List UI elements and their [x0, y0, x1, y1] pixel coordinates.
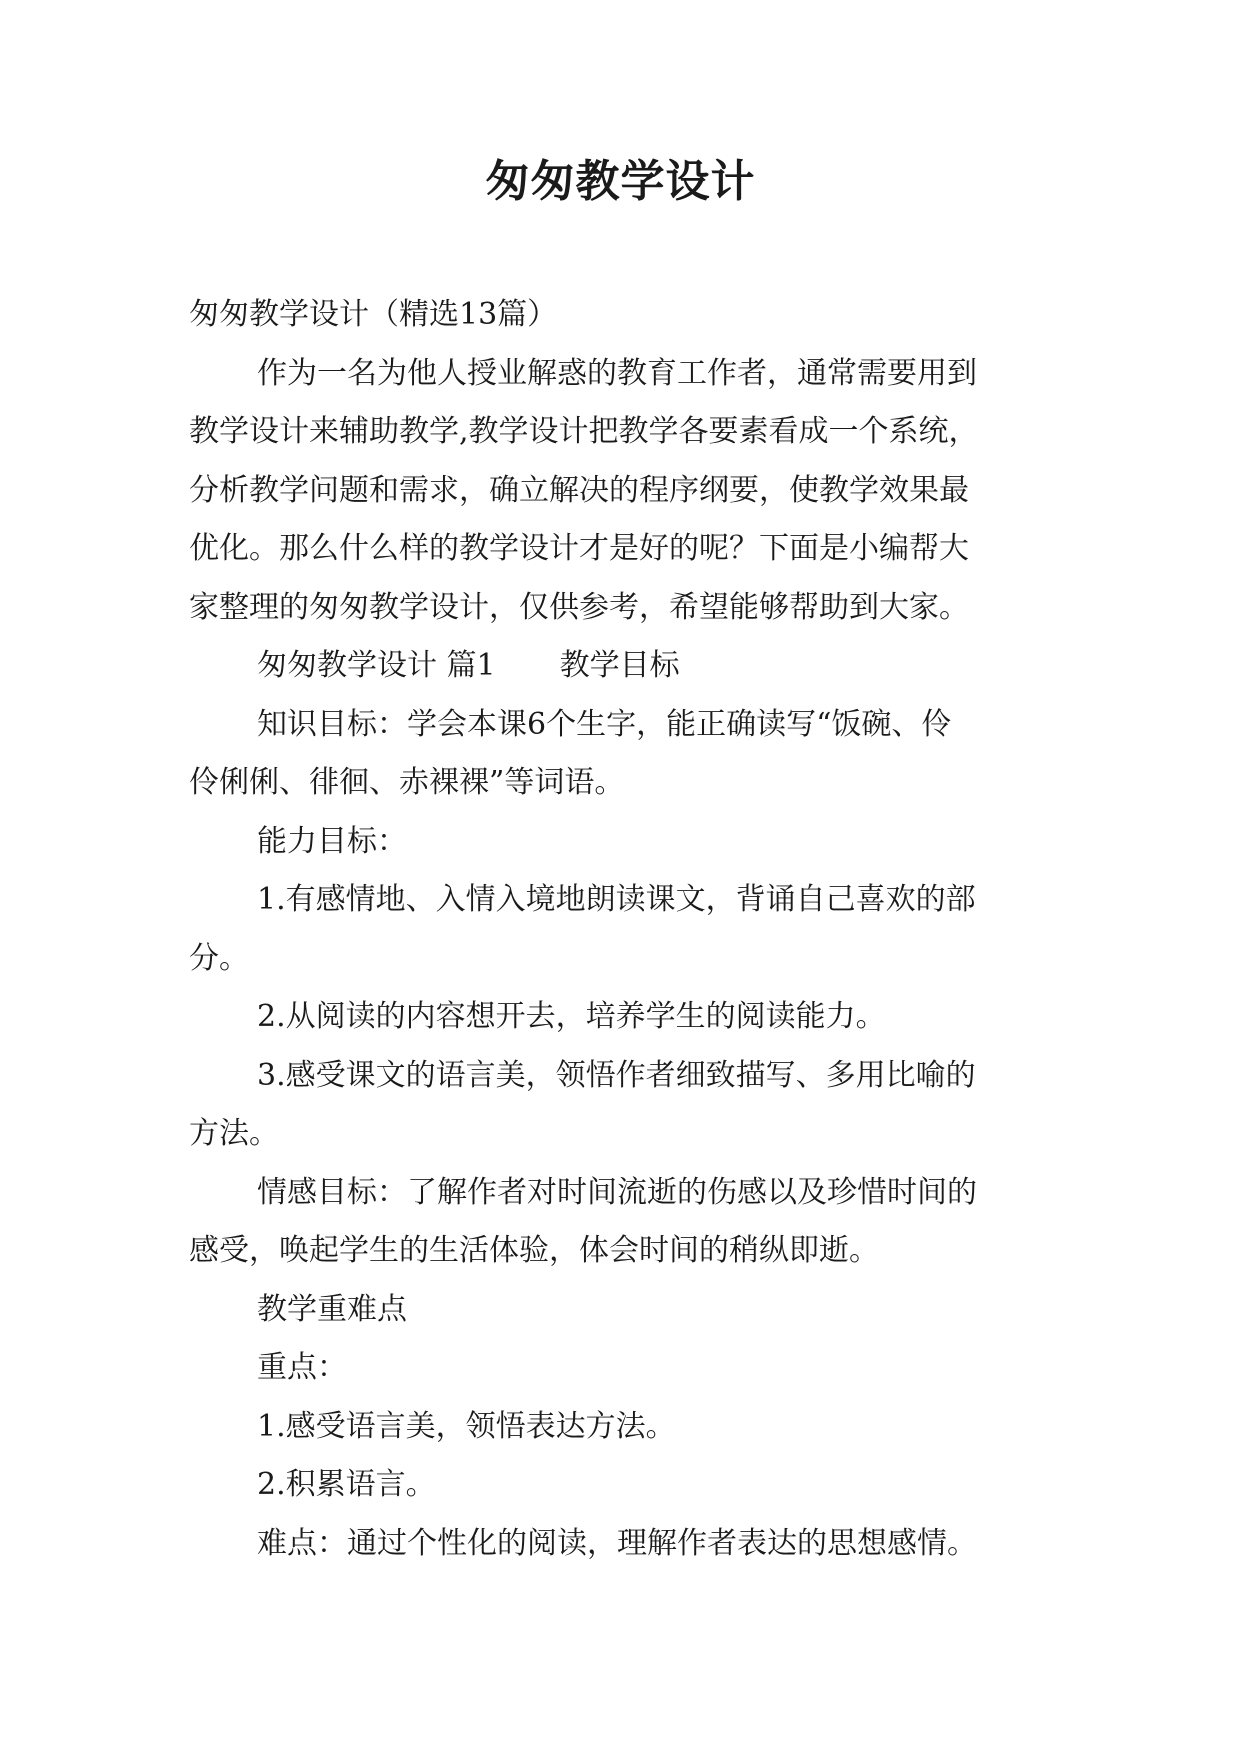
list-item-line: 方法。	[189, 1116, 279, 1151]
paragraph-line: 分析教学问题和需求，确立解决的程序纲要，使教学效果最	[189, 472, 969, 508]
section-heading-line: 教学重难点	[257, 1291, 407, 1327]
list-item-line: 1.感受语言美，领悟表达方法。	[257, 1408, 676, 1444]
paragraph-line: 教学设计来辅助教学,教学设计把教学各要素看成一个系统，	[189, 414, 979, 449]
subtitle-line: 匆匆教学设计（精选13篇）	[189, 297, 558, 332]
paragraph-line: 感受，唤起学生的生活体验，体会时间的稍纵即逝。	[189, 1233, 879, 1268]
document-title: 匆匆教学设计	[485, 156, 756, 207]
paragraph-line: 伶俐俐、徘徊、赤裸裸”等词语。	[189, 765, 625, 800]
section-heading: 匆匆教学设计 篇1	[257, 648, 496, 683]
list-item-line: 2.积累语言。	[257, 1467, 436, 1502]
list-item-line: 分。	[189, 940, 249, 976]
list-item-line: 2.从阅读的内容想开去，培养学生的阅读能力。	[257, 999, 886, 1034]
document-body	[189, 286, 1069, 1573]
paragraph-line: 家整理的匆匆教学设计，仅供参考，希望能够帮助到大家。	[189, 589, 969, 625]
paragraph-line: 难点：通过个性化的阅读，理解作者表达的思想感情。	[257, 1525, 977, 1561]
paragraph-line: 能力目标：	[257, 823, 407, 859]
paragraph-line: 情感目标：了解作者对时间流逝的伤感以及珍惜时间的	[257, 1174, 977, 1210]
section-subheading: 教学目标	[559, 648, 680, 683]
list-item-line: 1.有感情地、入情入境地朗读课文，背诵自己喜欢的部	[257, 882, 976, 917]
section-heading-line	[189, 637, 1069, 696]
paragraph-line: 知识目标：学会本课6个生字，能正确读写“饭碗、伶	[257, 706, 952, 742]
paragraph-line: 优化。那么什么样的教学设计才是好的呢？下面是小编帮大	[189, 531, 969, 566]
paragraph-line: 重点：	[257, 1350, 347, 1385]
paragraph-line: 作为一名为他人授业解惑的教育工作者，通常需要用到	[257, 355, 977, 391]
list-item-line: 3.感受课文的语言美，领悟作者细致描写、多用比喻的	[257, 1057, 976, 1093]
